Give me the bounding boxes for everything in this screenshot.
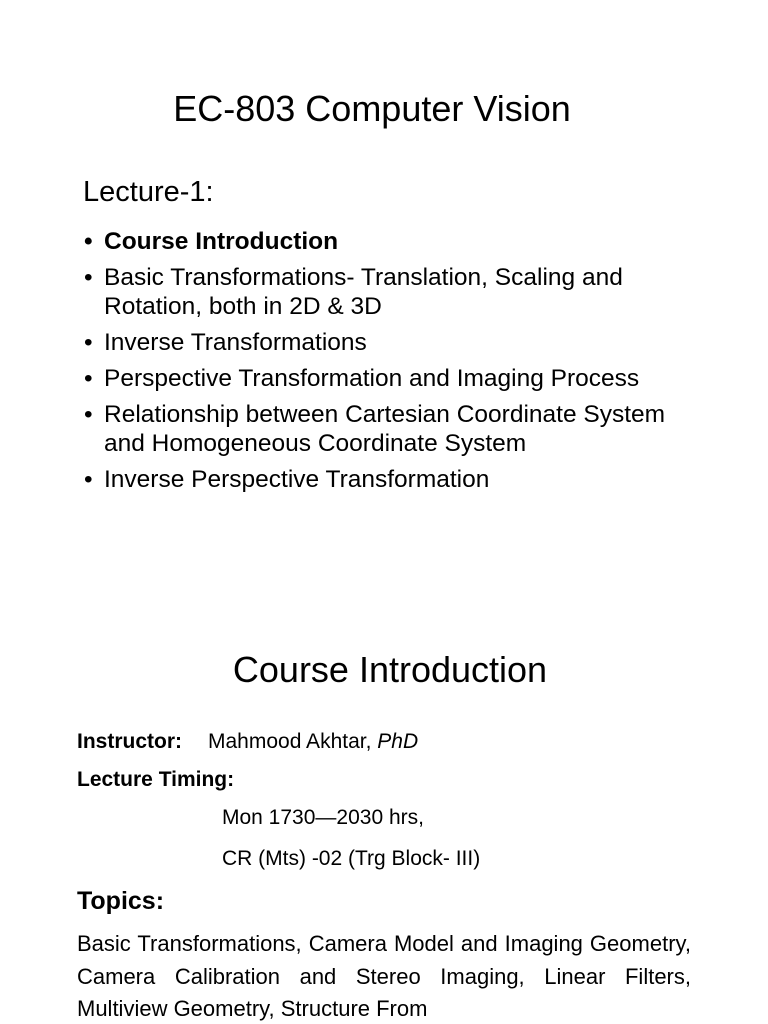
list-item [82,364,702,393]
slide-title: Course Introduction [232,649,548,690]
list-item-text: Course Introduction [104,228,339,255]
bullet-icon: • [84,329,93,356]
lecture-topic-list [82,227,702,501]
list-item-text: Inverse Transformations [104,329,367,356]
instructor-name: Mahmood Akhtar, [208,730,378,753]
list-item-text: Relationship between Cartesian Coordinate System and Homogeneous Coordinate System [104,401,666,457]
lecture-timing-label: Lecture Timing: [77,768,235,791]
bullet-icon: • [84,228,93,255]
instructor-degree: PhD [377,730,419,753]
slide-course-introduction [0,540,768,1024]
bullet-icon: • [84,401,93,428]
instructor-row [77,728,418,756]
list-item-text: Perspective Transformation and Imaging Process [104,365,640,392]
list-item [82,328,702,357]
topics-heading: Topics: [77,887,165,915]
list-item-text: Inverse Perspective Transformation [104,466,490,493]
bullet-icon: • [84,264,93,291]
bullet-icon: • [84,466,93,493]
topics-paragraph: Basic Transformations, Camera Model and Imaging Geometry, Camera Calibration and Stereo Imaging, Linear Filters, Multiview Geometry, Structure From [77,931,691,1021]
lecture-heading: Lecture-1: [83,176,214,208]
list-item [82,465,702,494]
bullet-icon: • [84,365,93,392]
lecture-timing-venue: CR (Mts) -02 (Trg Block- III) [222,847,481,870]
lecture-timing-schedule: Mon 1730—2030 hrs, [222,806,424,829]
list-item [82,263,702,321]
list-item [82,227,702,256]
slide-title: EC-803 Computer Vision [173,88,571,129]
instructor-label: Instructor: [77,730,182,753]
list-item [82,400,702,458]
list-item-text: Basic Transformations- Translation, Scaling and Rotation, both in 2D & 3D [104,264,623,320]
